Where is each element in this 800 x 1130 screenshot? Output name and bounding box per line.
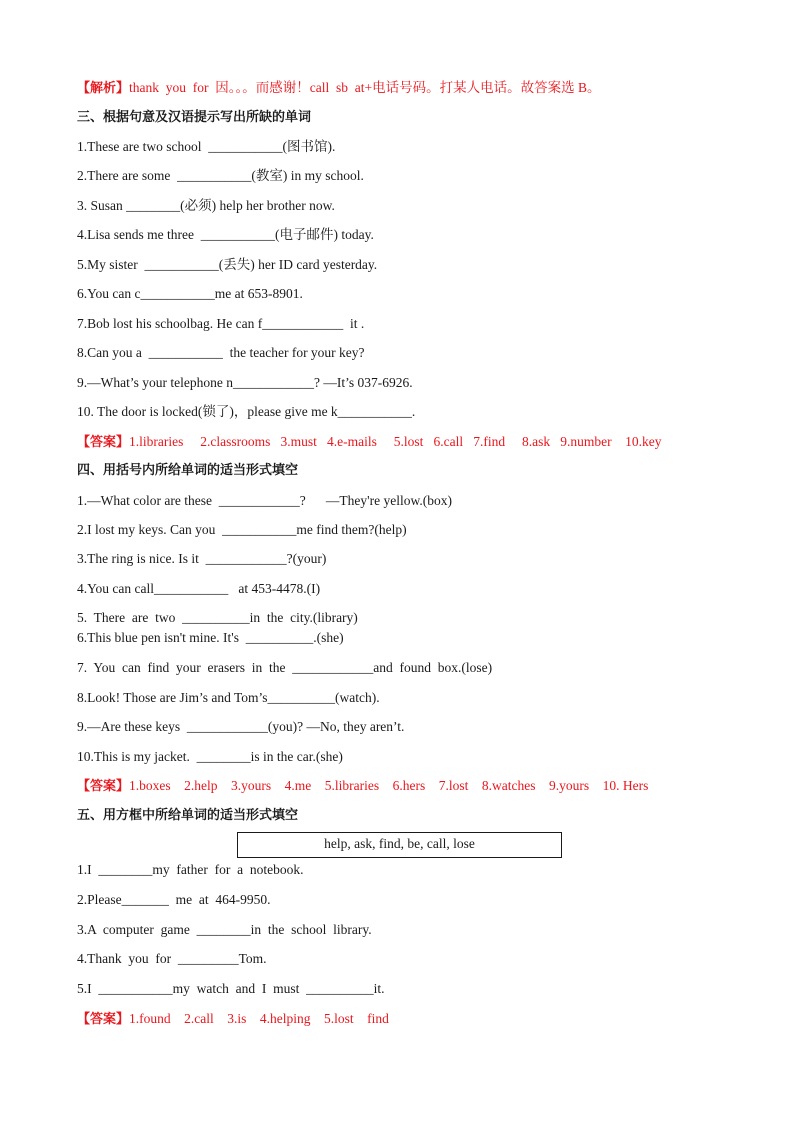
answer-text: 1.libraries 2.classrooms 3.must 4.e-mails 5.lost 6.call 7.find 8.ask 9.number 10.key	[129, 434, 662, 449]
question-item: 5.I ___________my watch and I must __________it.	[77, 981, 385, 996]
question-item: 10.This is my jacket. ________is in the car.(she)	[77, 749, 343, 764]
question-item: 6.This blue pen isn't mine. It's __________.(she)	[77, 630, 344, 645]
question-item: 3.A computer game ________in the school library.	[77, 922, 372, 937]
question-item: 3. Susan ________(必须) help her brother now.	[77, 198, 335, 213]
question-item: 3.The ring is nice. Is it ____________?(your)	[77, 551, 327, 566]
question-item: 2.There are some ___________(教室) in my school.	[77, 168, 364, 183]
answer-tag: 【答案】	[77, 1012, 130, 1027]
section4-heading: 四、用括号内所给单词的适当形式填空	[77, 463, 299, 478]
section3-answer	[77, 434, 661, 451]
question-item: 4.Thank you for _________Tom.	[77, 951, 267, 966]
word-bank-box: help, ask, find, be, call, lose	[237, 832, 562, 858]
analysis-text: thank you for 因。。。而感谢！call sb at+电话号码。打某人电话。故答案选 B。	[129, 80, 601, 95]
answer-text: 1.found 2.call 3.is 4.helping 5.lost find	[129, 1011, 389, 1026]
answer-tag: 【答案】	[77, 779, 130, 794]
question-item: 1.These are two school ___________(图书馆).	[77, 139, 336, 154]
question-item: 6.You can c___________me at 653-8901.	[77, 286, 303, 301]
analysis-tag: 【解析】	[77, 81, 130, 96]
question-item: 8.Can you a ___________ the teacher for your key?	[77, 345, 365, 360]
question-item: 2.Please_______ me at 464-9950.	[77, 892, 271, 907]
question-item: 10. The door is locked(锁了)，please give me k___________.	[77, 404, 416, 419]
question-item: 5. There are two __________in the city.(library)	[77, 610, 358, 625]
section5-heading: 五、用方框中所给单词的适当形式填空	[77, 808, 299, 823]
question-item: 1.—What color are these ____________? —They're yellow.(box)	[77, 493, 452, 508]
question-item: 9.—What’s your telephone n____________? —It’s 037-6926.	[77, 375, 413, 390]
question-item: 8.Look! Those are Jim’s and Tom’s__________(watch).	[77, 690, 380, 705]
question-item: 4.You can call___________ at 453-4478.(I)	[77, 581, 321, 596]
section5-answer	[77, 1011, 389, 1028]
section4-answer	[77, 778, 648, 795]
question-item: 7. You can find your erasers in the ____________and found box.(lose)	[77, 660, 493, 675]
question-item: 5.My sister ___________(丢失) her ID card yesterday.	[77, 257, 378, 272]
section3-heading: 三、根据句意及汉语提示写出所缺的单词	[77, 110, 312, 125]
answer-text: 1.boxes 2.help 3.yours 4.me 5.libraries 6.hers 7.lost 8.watches 9.yours 10. Hers	[129, 778, 649, 793]
question-item: 2.I lost my keys. Can you ___________me find them?(help)	[77, 522, 407, 537]
question-item: 7.Bob lost his schoolbag. He can f____________ it .	[77, 316, 365, 331]
answer-tag: 【答案】	[77, 435, 130, 450]
question-item: 9.—Are these keys ____________(you)? —No, they aren’t.	[77, 719, 405, 734]
question-item: 1.I ________my father for a notebook.	[77, 862, 304, 877]
question-item: 4.Lisa sends me three ___________(电子邮件) today.	[77, 227, 374, 242]
analysis-line	[77, 80, 600, 97]
